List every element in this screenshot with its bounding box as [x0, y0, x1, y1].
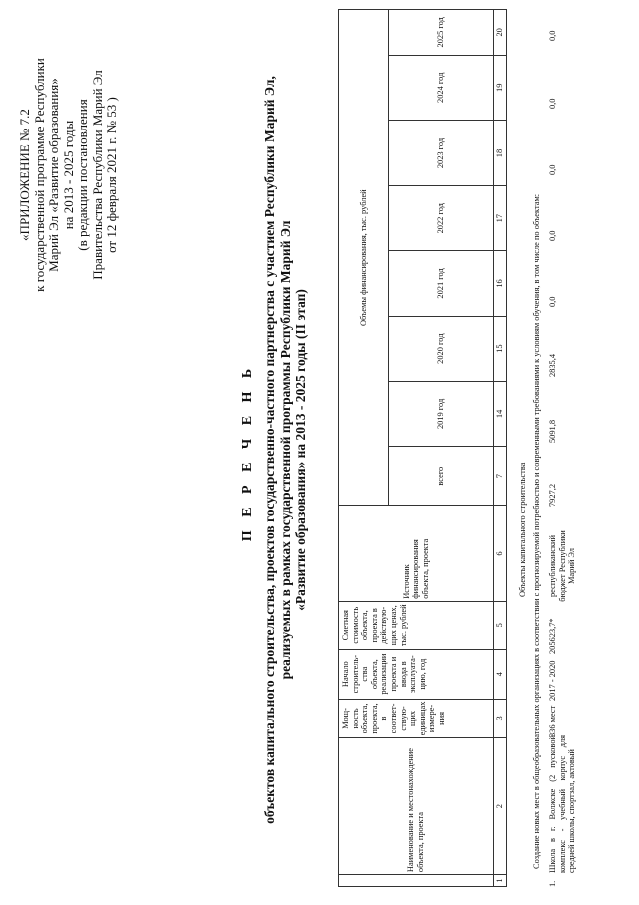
- column-number: 3: [494, 699, 507, 738]
- header-year: 2022 год: [389, 186, 494, 251]
- header-total: всего: [389, 447, 494, 506]
- column-number: 2: [494, 738, 507, 875]
- column-number: 6: [494, 506, 507, 601]
- header-year: 2020 год: [389, 316, 494, 381]
- header-year: 2025 год: [389, 10, 494, 56]
- row-cost: 205623,7*: [548, 618, 557, 654]
- header-year: 2024 год: [389, 55, 494, 120]
- header-year: 2023 год: [389, 120, 494, 185]
- column-number: 18: [494, 120, 507, 185]
- row-period: 2017 - 2020: [548, 660, 557, 701]
- column-number: 20: [494, 10, 507, 56]
- appendix-line: «ПРИЛОЖЕНИЕ № 7.2: [17, 109, 32, 241]
- row-value-2019: 5091,8: [548, 419, 557, 443]
- row-value-2021: 0,0: [548, 296, 557, 307]
- row-source: республиканский бюджет Республики Марий Эл: [548, 530, 577, 602]
- row-value-2023: 0,0: [548, 164, 557, 175]
- row-total: 7927,2: [548, 483, 557, 507]
- column-number: 4: [494, 649, 507, 699]
- column-number: 1: [494, 875, 507, 887]
- row-value-2025: 0,0: [548, 30, 557, 41]
- subtitle-line: объектов капитального строительства, проектов государственно-частного партнерства с участием Республики Марий Эл,: [262, 76, 277, 824]
- column-number: 5: [494, 601, 507, 649]
- header-source: Источник финансирования объекта, проекта: [339, 506, 494, 601]
- subtitle-line: реализуемых в рамках государственной программы Республики Марий Эл: [277, 220, 293, 680]
- row-value-2022: 0,0: [548, 230, 557, 241]
- header-empty: [339, 875, 494, 887]
- header-name: Наименование и местонахождение объекта, проекта: [339, 738, 494, 875]
- appendix-block: [18, 55, 120, 295]
- column-number: 7: [494, 447, 507, 506]
- appendix-line: от 12 февраля 2021 г. № 53 ): [104, 97, 119, 253]
- section-title: Объекты капитального строительства: [518, 462, 527, 597]
- column-number: 16: [494, 251, 507, 316]
- document-subtitle: [262, 0, 309, 900]
- column-number: 19: [494, 55, 507, 120]
- row-value-2020: 2835,4: [548, 353, 557, 377]
- column-number: 15: [494, 316, 507, 381]
- row-number: 1.: [548, 880, 557, 887]
- appendix-line: Правительства Республики Марий Эл: [89, 70, 105, 280]
- appendix-line: Марий Эл «Развитие образования»: [46, 78, 61, 272]
- appendix-line: к государственной программе Республики: [31, 58, 47, 292]
- row-capacity: 336 мест: [548, 705, 557, 737]
- row-value-2024: 0,0: [548, 98, 557, 109]
- document-heading: П Е Р Е Ч Е Н Ь: [240, 363, 255, 542]
- subsection-title: Создание новых мест в общеобразовательных организациях в соответствии с прогнозируемой потребностью и современными требованиями к условиям обучения, в том числе по объектам:: [532, 193, 541, 869]
- header-start: Начало строитель-ства объекта, реализации проекта и ввода в эксплуата-цию, год: [339, 649, 494, 699]
- column-number: 14: [494, 381, 507, 446]
- column-number: 17: [494, 186, 507, 251]
- appendix-line: (в редакции постановления: [75, 99, 90, 251]
- header-cost: Сметная стоимость объекта, проекта в действую-щих ценах, тыс. рублей: [339, 601, 494, 649]
- funding-table: [338, 9, 507, 887]
- header-year: 2019 год: [389, 381, 494, 446]
- row-object-name: Школа в г. Волжске (2 пусковой комплекс - учебный корпус для средней школы, спортзал, актовый: [548, 735, 577, 873]
- subtitle-line: «Развитие образования» на 2013 - 2025 годы (II этап): [293, 289, 308, 611]
- header-funding-group: Объемы финансирования, тыс. рублей: [339, 10, 389, 506]
- header-year: 2021 год: [389, 251, 494, 316]
- appendix-line: на 2013 - 2025 годы: [60, 120, 76, 230]
- header-capacity: Мощ-ность объекта, проекта, в соответ-ствую-щих единицах измере-ния: [339, 699, 494, 738]
